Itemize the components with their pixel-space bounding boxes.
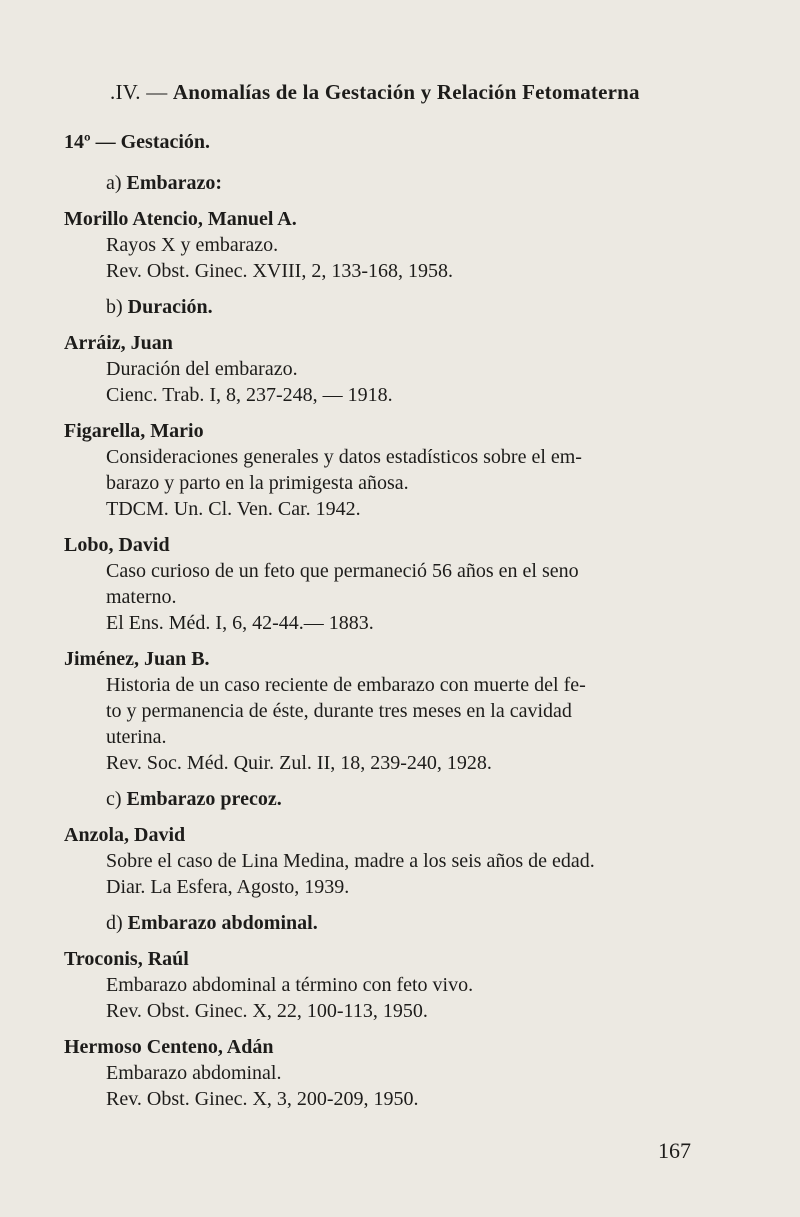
entry-detail-line: Consideraciones generales y datos estadísticos sobre el em- xyxy=(106,446,582,468)
subsection-letter: a) xyxy=(106,172,122,194)
bibliography-entry xyxy=(64,206,684,284)
entry-detail-line: Historia de un caso reciente de embarazo con muerte del fe- xyxy=(106,674,586,696)
entry-author: Morillo Atencio, Manuel A. xyxy=(64,208,297,230)
entry-detail-line: Rev. Soc. Méd. Quir. Zul. II, 18, 239-240, 1928. xyxy=(106,752,492,774)
entry-detail-line: uterina. xyxy=(106,726,167,748)
entry-detail-line: Rev. Obst. Ginec. X, 3, 200-209, 1950. xyxy=(106,1088,419,1110)
bibliography-entry xyxy=(64,1034,684,1112)
entry-detail-line: Embarazo abdominal a término con feto vivo. xyxy=(106,974,474,996)
bibliography-entry xyxy=(64,646,684,776)
subsection-heading xyxy=(106,294,684,320)
bibliography-entry xyxy=(64,822,684,900)
entry-detail-line: Caso curioso de un feto que permaneció 56 años en el seno xyxy=(106,560,579,582)
subsection-title: Duración. xyxy=(127,296,213,318)
entry-detail-line: Cienc. Trab. I, 8, 237-248, — 1918. xyxy=(106,384,393,406)
bibliography-entry xyxy=(64,946,684,1024)
entry-detail-line: Rev. Obst. Ginec. X, 22, 100-113, 1950. xyxy=(106,1000,428,1022)
subsection-title: Embarazo precoz. xyxy=(126,788,282,810)
chapter-title: Anomalías de la Gestación y Relación Fetomaterna xyxy=(172,80,640,104)
entry-detail-line: to y permanencia de éste, durante tres meses en la cavidad xyxy=(106,700,572,722)
entry-author: Arráiz, Juan xyxy=(64,332,173,354)
bibliography-entry xyxy=(64,418,684,522)
subsection-title: Embarazo abdominal. xyxy=(127,912,318,934)
entry-author: Lobo, David xyxy=(64,534,170,556)
entry-author: Hermoso Centeno, Adán xyxy=(64,1036,274,1058)
chapter-prefix: .IV. — xyxy=(110,80,173,104)
entry-author: Jiménez, Juan B. xyxy=(64,648,210,670)
bibliography-entry xyxy=(64,330,684,408)
entry-detail-line: Sobre el caso de Lina Medina, madre a los seis años de edad. xyxy=(106,850,595,872)
subsection-heading xyxy=(106,910,684,936)
section-heading: 14º — Gestación. xyxy=(64,131,211,153)
subsection-heading xyxy=(106,786,684,812)
entry-detail-line: barazo y parto en la primigesta añosa. xyxy=(106,472,409,494)
bibliography-list xyxy=(64,170,684,1122)
entry-author: Figarella, Mario xyxy=(64,420,204,442)
subsection-heading xyxy=(106,170,684,196)
entry-detail-line: Rev. Obst. Ginec. XVIII, 2, 133-168, 1958. xyxy=(106,260,453,282)
entry-detail-line: Embarazo abdominal. xyxy=(106,1062,282,1084)
entry-detail-line: Duración del embarazo. xyxy=(106,358,298,380)
entry-detail-line: Diar. La Esfera, Agosto, 1939. xyxy=(106,876,350,898)
subsection-letter: d) xyxy=(106,912,123,934)
entry-author: Anzola, David xyxy=(64,824,186,846)
page-number: 167 xyxy=(658,1138,691,1163)
subsection-title: Embarazo: xyxy=(126,172,223,194)
bibliography-entry xyxy=(64,532,684,636)
entry-detail-line: materno. xyxy=(106,586,177,608)
entry-detail-line: TDCM. Un. Cl. Ven. Car. 1942. xyxy=(106,498,361,520)
chapter-heading xyxy=(110,80,640,105)
subsection-letter: c) xyxy=(106,788,122,810)
entry-detail-line: El Ens. Méd. I, 6, 42-44.— 1883. xyxy=(106,612,374,634)
entry-detail-line: Rayos X y embarazo. xyxy=(106,234,279,256)
entry-author: Troconis, Raúl xyxy=(64,948,189,970)
subsection-letter: b) xyxy=(106,296,123,318)
